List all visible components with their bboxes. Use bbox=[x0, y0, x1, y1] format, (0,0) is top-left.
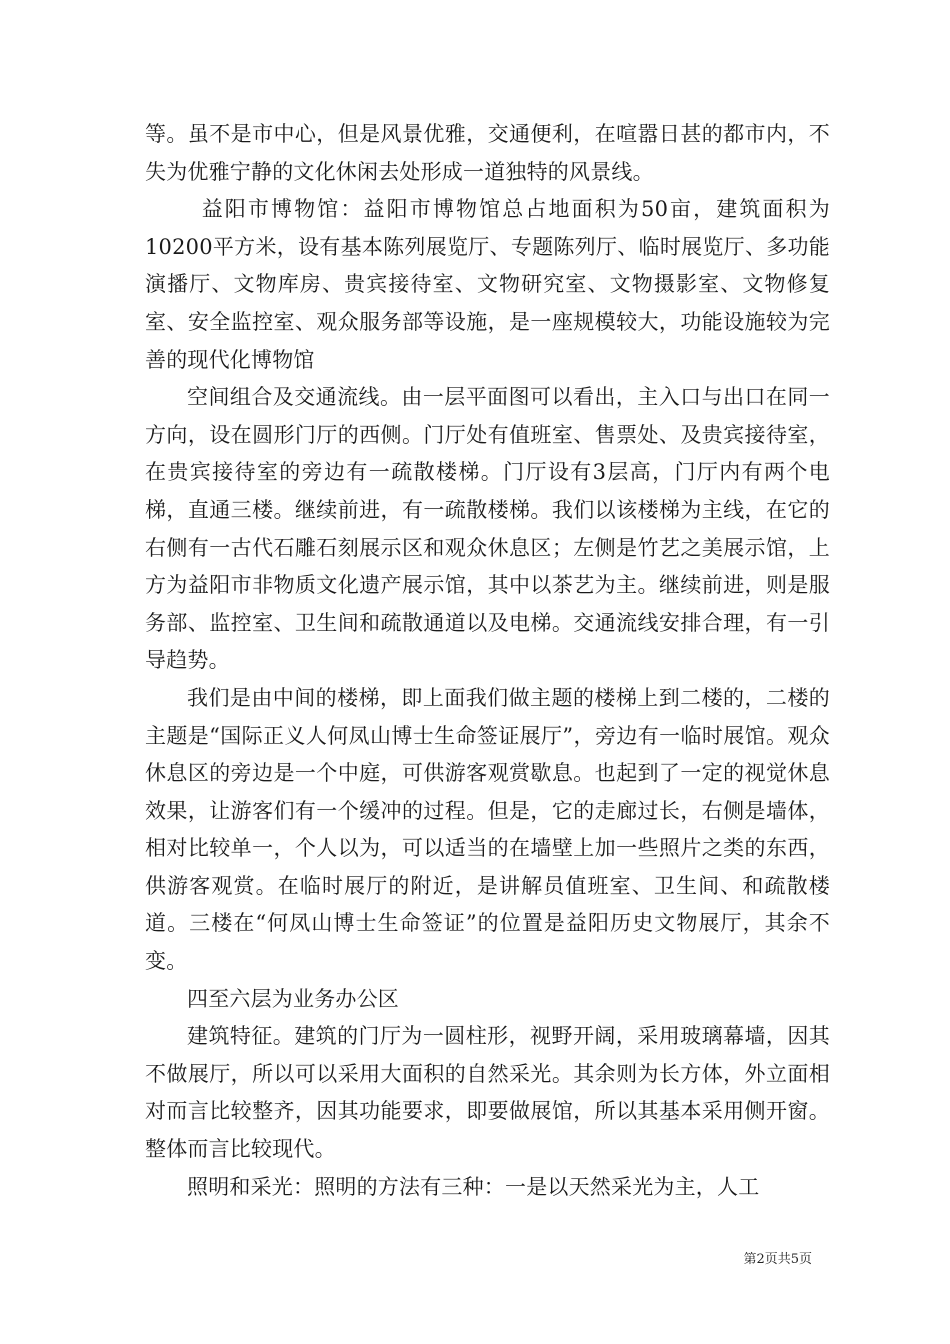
paragraph-second-floor: 我们是由中间的楼梯，即上面我们做主题的楼梯上到二楼的，二楼的主题是“国际正义人何凤山博士生命签证展厅”，旁边有一临时展馆。观众休息区的旁边是一个中庭，可供游客观赏歇息。也起到了一定的视觉休息效果，让游客们有一个缓冲的过程。但是，它的走廊过长，右侧是墙体，相对比较单一，个人以为，可以适当的在墙壁上加一些照片之类的东西，供游客观赏。在临时展厅的附近，是讲解员值班室、卫生间、和疏散楼道。三楼在“何凤山博士生命签证”的位置是益阳历史文物展厅，其余不变。 bbox=[145, 685, 830, 974]
page-number: 第2页共5页 bbox=[743, 1252, 812, 1267]
paragraph-office-floors: 四至六层为业务办公区 bbox=[187, 986, 399, 1011]
paragraph-space-circulation: 空间组合及交通流线。由一层平面图可以看出，主入口与出口在同一方向，设在圆形门厅的西侧。门厅处有值班室、售票处、及贵宾接待室，在贵宾接待室的旁边有一疏散楼梯。门厅设有3层高，门厅内有两个电梯，直通三楼。继续前进，有一疏散楼梯。我们以该楼梯为主线，在它的右侧有一古代石雕石刻展示区和观众休息区；左侧是竹艺之美展示馆，上方为益阳市非物质文化遗产展示馆，其中以茶艺为主。继续前进，则是服务部、监控室、卫生间和疏散通道以及电梯。交通流线安排合理，有一引导趋势。 bbox=[145, 385, 830, 673]
paragraph-architecture-features: 建筑特征。建筑的门厅为一圆柱形，视野开阔，采用玻璃幕墙，因其不做展厅，所以可以采用大面积的自然采光。其余则为长方体，外立面相对而言比较整齐，因其功能要求，即要做展馆，所以其基本采用侧开窗。整体而言比较现代。 bbox=[145, 1024, 830, 1162]
paragraph-continuation: 等。虽不是市中心，但是风景优雅，交通便利，在喧嚣日甚的都市内，不失为优雅宁静的文化休闲去处形成一道独特的风景线。 bbox=[145, 122, 830, 184]
paragraph-lighting: 照明和采光：照明的方法有三种：一是以天然采光为主，人工 bbox=[187, 1174, 760, 1199]
paragraph-museum-overview: 益阳市博物馆：益阳市博物馆总占地面积为50亩，建筑面积为10200平方米，设有基本陈列展览厅、专题陈列厅、临时展览厅、多功能演播厅、文物库房、贵宾接待室、文物研究室、文物摄影室、文物修复室、安全监控室、观众服务部等设施，是一座规模较大，功能设施较为完善的现代化博物馆 bbox=[145, 197, 830, 372]
document-body bbox=[145, 116, 830, 1206]
